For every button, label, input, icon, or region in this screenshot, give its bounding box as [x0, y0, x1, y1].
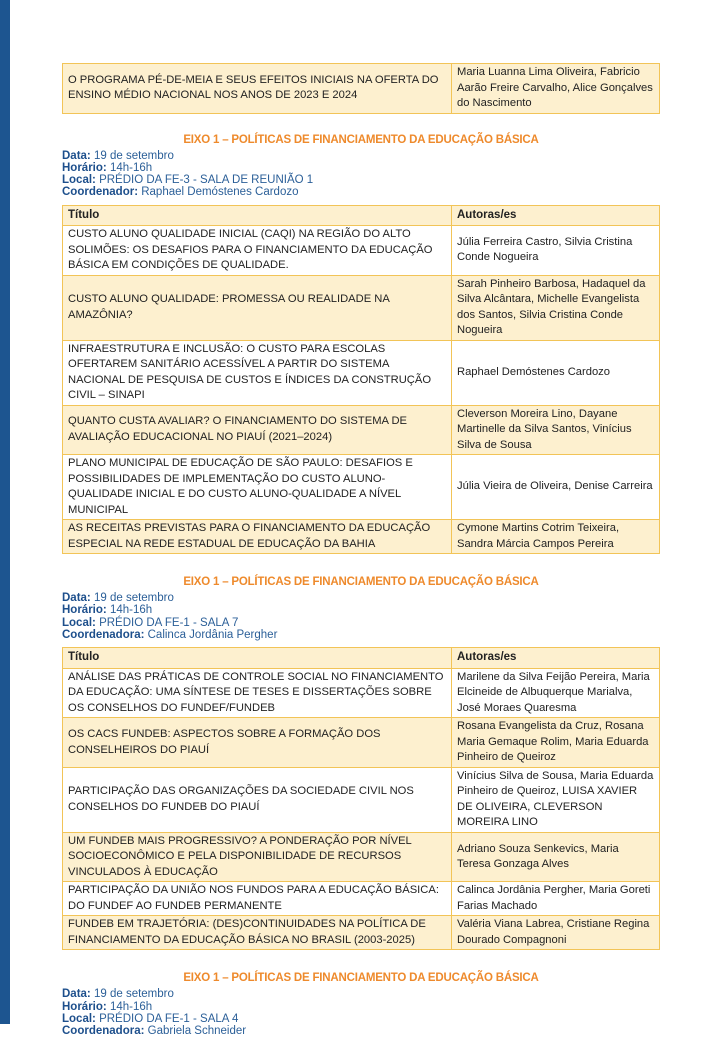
paper-title: O PROGRAMA PÉ-DE-MEIA E SEUS EFEITOS INICIAIS NA OFERTA DO ENSINO MÉDIO NACIONAL NOS ANOS DE 2023 E 2024 [63, 64, 452, 114]
session-time-value: 14h-16h [109, 604, 153, 617]
session-coordinator [62, 1025, 660, 1037]
paper-title: OS CACS FUNDEB: ASPECTOS SOBRE A FORMAÇÃO DOS CONSELHEIROS DO PIAUÍ [63, 718, 452, 768]
session-time-value: 14h-16h [109, 161, 153, 174]
session-location [62, 617, 660, 629]
session-table [62, 205, 660, 555]
session-time [62, 1001, 660, 1013]
paper-authors: Rosana Evangelista da Cruz, Rosana Maria Gemaque Rolim, Maria Eduarda Pinheiro de Queiroz [452, 718, 660, 768]
column-header-title: Título [63, 648, 452, 669]
session-date [62, 988, 660, 1000]
table-row [63, 832, 660, 882]
table-row [63, 275, 660, 340]
session-time-value: 14h-16h [109, 1000, 153, 1013]
document-content [62, 63, 660, 1044]
session-time [62, 162, 660, 174]
session-info [62, 592, 660, 641]
page-side-bar [0, 0, 10, 1024]
paper-title: PARTICIPAÇÃO DAS ORGANIZAÇÕES DA SOCIEDADE CIVIL NOS CONSELHOS DO FUNDEB DO PIAUÍ [63, 767, 452, 832]
paper-authors: Vinícius Silva de Sousa, Maria Eduarda Pinheiro de Queiroz, LUISA XAVIER DE OLIVEIRA, CLEVERSON MOREIRA LINO [452, 767, 660, 832]
paper-authors: Calinca Jordânia Pergher, Maria Goreti Farias Machado [452, 882, 660, 916]
session-coordinator-label: Coordenadora: [62, 1025, 145, 1038]
table-row [63, 64, 660, 114]
session-coordinator-label: Coordenadora: [62, 629, 145, 642]
session-heading: EIXO 1 – POLÍTICAS DE FINANCIAMENTO DA EDUCAÇÃO BÁSICA [183, 972, 539, 985]
paper-authors: Valéria Viana Labrea, Cristiane Regina Dourado Compagnoni [452, 916, 660, 950]
session-date-label: Data: [62, 149, 91, 162]
paper-title: INFRAESTRUTURA E INCLUSÃO: O CUSTO PARA ESCOLAS OFERTAREM SANITÁRIO ACESSÍVEL A PARTIR DO SISTEMA NACIONAL DE PESQUISA DE CUSTOS E ÍNDICES DA CONSTRUÇÃO CIVIL – SINAPI [63, 340, 452, 405]
table-row [63, 520, 660, 554]
paper-authors: Raphael Demóstenes Cardozo [452, 340, 660, 405]
session-location-label: Local: [62, 616, 96, 629]
paper-title: UM FUNDEB MAIS PROGRESSIVO? A PONDERAÇÃO POR NÍVEL SOCIOECONÔMICO E PELA DISPONIBILIDADE DE RECURSOS VINCULADOS À EDUCAÇÃO [63, 832, 452, 882]
session-heading: EIXO 1 – POLÍTICAS DE FINANCIAMENTO DA EDUCAÇÃO BÁSICA [183, 576, 539, 589]
session-coordinator-value: Calinca Jordânia Pergher [147, 629, 278, 642]
paper-title: ANÁLISE DAS PRÁTICAS DE CONTROLE SOCIAL NO FINANCIAMENTO DA EDUCAÇÃO: UMA SÍNTESE DE TESES E DISSERTAÇÕES SOBRE OS CONSELHOS DO FUNDEF/FUNDEB [63, 668, 452, 718]
session-info [62, 988, 660, 1037]
session-coordinator-label: Coordenador: [62, 186, 139, 199]
top-table [62, 63, 660, 114]
session-date-label: Data: [62, 988, 91, 1001]
session-time-label: Horário: [62, 604, 107, 617]
session-info [62, 150, 660, 199]
session-heading: EIXO 1 – POLÍTICAS DE FINANCIAMENTO DA EDUCAÇÃO BÁSICA [183, 133, 539, 146]
session-location-value: PRÉDIO DA FE-1 - SALA 7 [99, 616, 239, 629]
session-location-value: PRÉDIO DA FE-1 - SALA 4 [99, 1012, 239, 1025]
paper-title: CUSTO ALUNO QUALIDADE INICIAL (CAQI) NA REGIÃO DO ALTO SOLIMÕES: OS DESAFIOS PARA O FINANCIAMENTO DA EDUCAÇÃO BÁSICA EM CONDIÇÕES DE QUALIDADE. [63, 226, 452, 276]
paper-authors: Sarah Pinheiro Barbosa, Hadaquel da Silva Alcântara, Michelle Evangelista dos Santos, Silvia Cristina Conde Nogueira [452, 275, 660, 340]
session-date [62, 592, 660, 604]
session-coordinator [62, 629, 660, 641]
paper-authors: Cymone Martins Cotrim Teixeira, Sandra Márcia Campos Pereira [452, 520, 660, 554]
session-location [62, 1013, 660, 1025]
session-date-label: Data: [62, 592, 91, 605]
session-date-value: 19 de setembro [93, 149, 174, 162]
session-date [62, 150, 660, 162]
table-row [63, 226, 660, 276]
table-row [63, 718, 660, 768]
paper-authors: Júlia Ferreira Castro, Silvia Cristina Conde Nogueira [452, 226, 660, 276]
table-row [63, 882, 660, 916]
paper-title: AS RECEITAS PREVISTAS PARA O FINANCIAMENTO DA EDUCAÇÃO ESPECIAL NA REDE ESTADUAL DE EDUCAÇÃO DA BAHIA [63, 520, 452, 554]
table-header [63, 205, 660, 226]
session-coordinator-value: Gabriela Schneider [147, 1025, 247, 1038]
table-row [63, 405, 660, 455]
session-time [62, 604, 660, 616]
session-date-value: 19 de setembro [93, 988, 174, 1001]
paper-authors: Maria Luanna Lima Oliveira, Fabricio Aarão Freire Carvalho, Alice Gonçalves do Nascimento [452, 64, 660, 114]
paper-title: CUSTO ALUNO QUALIDADE: PROMESSA OU REALIDADE NA AMAZÔNIA? [63, 275, 452, 340]
paper-authors: Cleverson Moreira Lino, Dayane Martinelle da Silva Santos, Vinícius Silva de Sousa [452, 405, 660, 455]
session-time-label: Horário: [62, 161, 107, 174]
session-location-label: Local: [62, 174, 96, 187]
table-row [63, 340, 660, 405]
session-date-value: 19 de setembro [93, 592, 174, 605]
column-header-authors: Autoras/es [452, 648, 660, 669]
table-row [63, 767, 660, 832]
session-table [62, 647, 660, 950]
column-header-authors: Autoras/es [452, 205, 660, 226]
session-coordinator [62, 186, 660, 198]
table-header [63, 648, 660, 669]
paper-authors: Marilene da Silva Feijão Pereira, Maria Elcineide de Albuquerque Marialva, José Moraes Quaresma [452, 668, 660, 718]
paper-title: QUANTO CUSTA AVALIAR? O FINANCIAMENTO DO SISTEMA DE AVALIAÇÃO EDUCACIONAL NO PIAUÍ (2021–2024) [63, 405, 452, 455]
paper-authors: Júlia Vieira de Oliveira, Denise Carreira [452, 455, 660, 520]
column-header-title: Título [63, 205, 452, 226]
paper-authors: Adriano Souza Senkevics, Maria Teresa Gonzaga Alves [452, 832, 660, 882]
paper-title: PARTICIPAÇÃO DA UNIÃO NOS FUNDOS PARA A EDUCAÇÃO BÁSICA: DO FUNDEF AO FUNDEB PERMANENTE [63, 882, 452, 916]
table-row [63, 455, 660, 520]
session-coordinator-value: Raphael Demóstenes Cardozo [141, 186, 299, 199]
table-row [63, 916, 660, 950]
session-location [62, 174, 660, 186]
session-time-label: Horário: [62, 1000, 107, 1013]
session-location-label: Local: [62, 1012, 96, 1025]
paper-title: FUNDEB EM TRAJETÓRIA: (DES)CONTINUIDADES NA POLÍTICA DE FINANCIAMENTO DA EDUCAÇÃO BÁSICA NO BRASIL (2003-2025) [63, 916, 452, 950]
paper-title: PLANO MUNICIPAL DE EDUCAÇÃO DE SÃO PAULO: DESAFIOS E POSSIBILIDADES DE IMPLEMENTAÇÃO DO CUSTO ALUNO-QUALIDADE INICIAL E DO CUSTO ALUNO-QUALIDADE A NÍVEL MUNICIPAL [63, 455, 452, 520]
session-location-value: PRÉDIO DA FE-3 - SALA DE REUNIÃO 1 [99, 174, 314, 187]
table-row [63, 668, 660, 718]
